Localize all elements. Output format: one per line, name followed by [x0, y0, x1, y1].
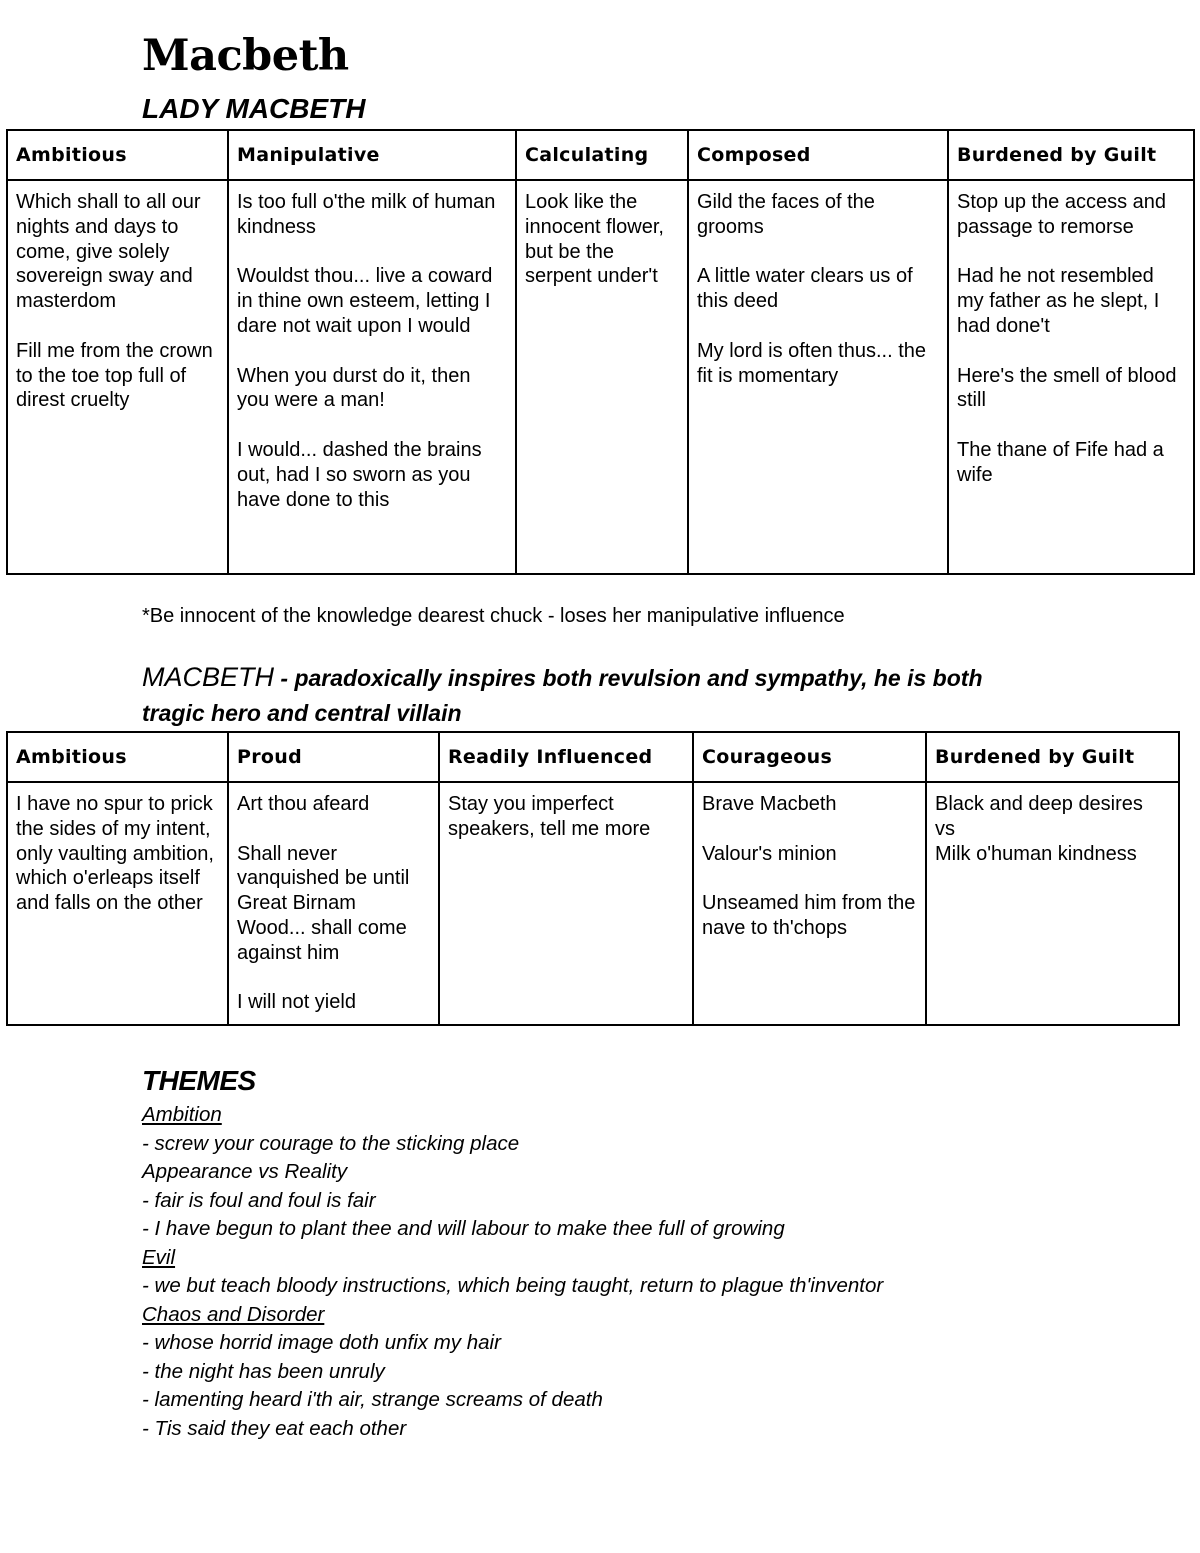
- quote: Had he not resembled my father as he slept, I had done't: [957, 265, 1160, 337]
- quote: Fill me from the crown to the toe top full of direst cruelty: [16, 339, 213, 412]
- header-courageous: Courageous: [693, 732, 926, 782]
- quote: Gild the faces of the grooms: [697, 191, 875, 238]
- macbeth-description: - paradoxically inspires both revulsion and sympathy, he is both tragic hero and central villain: [142, 665, 983, 726]
- lady-macbeth-heading: LADY MACBETH: [142, 93, 366, 124]
- quote: Look like the innocent flower, but be the serpent under't: [525, 191, 664, 288]
- quote-line: Milk o'human kindness: [935, 842, 1137, 865]
- theme-item: - I have begun to plant thee and will labour to make thee full of growing: [142, 1217, 785, 1240]
- ambitious-quotes: [7, 782, 228, 1025]
- page-title: Macbeth: [142, 31, 349, 81]
- lady-macbeth-note: *Be innocent of the knowledge dearest chuck - loses her manipulative influence: [142, 605, 845, 627]
- themes-list: [142, 1101, 883, 1443]
- composed-quotes: [688, 180, 948, 574]
- quote: My lord is often thus... the fit is momentary: [697, 339, 926, 387]
- quote: Stop up the access and passage to remorse: [957, 191, 1167, 238]
- header-readily-influenced: Readily Influenced: [439, 732, 693, 782]
- courageous-quotes: [693, 782, 926, 1025]
- theme-item: - lamenting heard i'th air, strange screams of death: [142, 1388, 603, 1411]
- header-calculating: Calculating: [516, 130, 688, 180]
- quote: Stay you imperfect speakers, tell me more: [448, 793, 651, 840]
- quote: I will not yield: [237, 991, 356, 1014]
- quote: Unseamed him from the nave to th'chops: [702, 892, 916, 939]
- proud-quotes: [228, 782, 439, 1025]
- header-composed: Composed: [688, 130, 948, 180]
- theme-item: - we but teach bloody instructions, which being taught, return to plague th'inventor: [142, 1274, 884, 1297]
- theme-item: Ambition: [142, 1103, 222, 1126]
- burdened-by-guilt-quotes: [948, 180, 1194, 574]
- header-ambitious: Ambitious: [7, 130, 228, 180]
- quote: Shall never vanquished be until Great Birnam Wood... shall come against him: [237, 842, 410, 964]
- quote: Is too full o'the milk of human kindness: [237, 191, 496, 238]
- theme-item: - the night has been unruly: [142, 1359, 385, 1383]
- quote: Here's the smell of blood still: [957, 364, 1177, 412]
- manipulative-quotes: [228, 180, 516, 574]
- calculating-quotes: [516, 180, 688, 574]
- quote: I have no spur to prick the sides of my intent, only vaulting ambition, which o'erleaps itself and falls on the other: [16, 793, 214, 915]
- theme-item: Chaos and Disorder: [142, 1302, 325, 1326]
- theme-item: - fair is foul and foul is fair: [142, 1188, 376, 1212]
- quote-line: Black and deep desires: [935, 793, 1143, 815]
- lady-macbeth-table: [6, 129, 1195, 575]
- header-ambitious: Ambitious: [7, 732, 228, 782]
- quote: Wouldst thou... live a coward in thine own esteem, letting I dare not wait upon I would: [237, 265, 493, 337]
- theme-item: Appearance vs Reality: [142, 1160, 348, 1183]
- macbeth-table: [6, 731, 1180, 1026]
- theme-item: Evil: [142, 1245, 176, 1269]
- theme-item: - whose horrid image doth unfix my hair: [142, 1331, 501, 1354]
- quote: Brave Macbeth: [702, 793, 837, 815]
- theme-item: - screw your courage to the sticking place: [142, 1131, 520, 1155]
- header-proud: Proud: [228, 732, 439, 782]
- header-burdened-by-guilt: Burdened by Guilt: [926, 732, 1179, 782]
- quote: A little water clears us of this deed: [697, 265, 913, 313]
- macbeth-heading: [142, 660, 1042, 731]
- theme-item: - Tis said they eat each other: [142, 1416, 407, 1440]
- quote: I would... dashed the brains out, had I so sworn as you have done to this: [237, 438, 482, 511]
- ambitious-quotes: [7, 180, 228, 574]
- themes-heading: THEMES: [142, 1065, 256, 1096]
- burdened-by-guilt-quotes: [926, 782, 1179, 1025]
- quote: The thane of Fife had a wife: [957, 438, 1164, 486]
- quote: Which shall to all our nights and days to come, give solely sovereign sway and masterdom: [16, 191, 201, 313]
- quote-line: vs: [935, 817, 955, 840]
- macbeth-name: MACBETH: [142, 662, 275, 692]
- readily-influenced-quotes: [439, 782, 693, 1025]
- header-burdened-by-guilt: Burdened by Guilt: [948, 130, 1194, 180]
- quote: When you durst do it, then you were a man!: [237, 364, 471, 412]
- header-manipulative: Manipulative: [228, 130, 516, 180]
- quote: Art thou afeard: [237, 793, 370, 815]
- quote: Valour's minion: [702, 842, 837, 865]
